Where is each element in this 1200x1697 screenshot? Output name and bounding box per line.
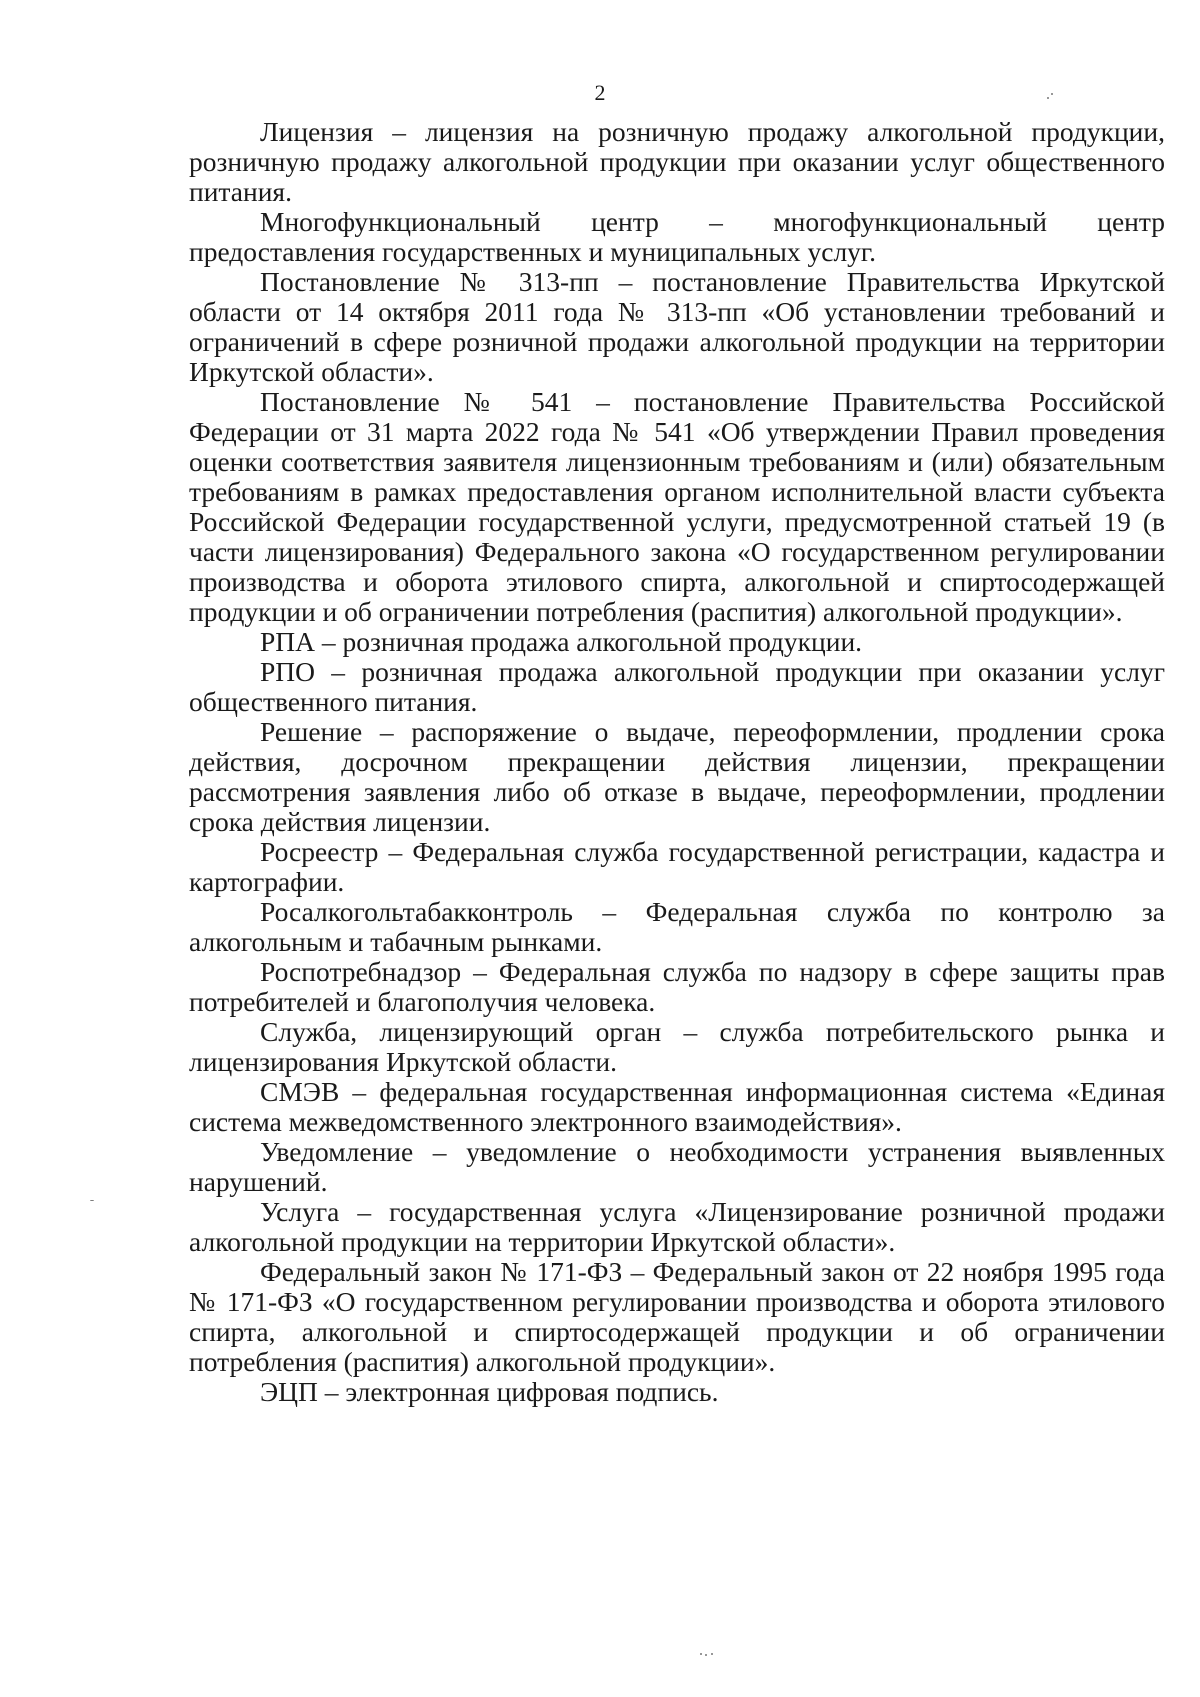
definitions-list: [189, 117, 1165, 1407]
definition-paragraph: Услуга – государственная услуга «Лицензирование розничной продажи алкогольной продукции на территории Иркутской области».: [189, 1196, 1165, 1257]
definition-paragraph: Лицензия – лицензия на розничную продажу алкогольной продукции, розничную продажу алкогольной продукции при оказании услуг общественного питания.: [189, 116, 1165, 207]
definition-paragraph: Решение – распоряжение о выдаче, переоформлении, продлении срока действия, досрочном прекращении действия лицензии, прекращении рассмотрения заявления либо об отказе в выдаче, переоформлении, продлении срока действия лицензии.: [189, 716, 1165, 837]
definition-paragraph: РПА – розничная продажа алкогольной продукции.: [260, 626, 863, 657]
page-number: 2: [594, 80, 606, 105]
definition-paragraph: Уведомление – уведомление о необходимости устранения выявленных нарушений.: [189, 1136, 1165, 1197]
definition-paragraph: Постановление № 313-пп – постановление Правительства Иркутской области от 14 октября 2011 года № 313-пп «Об установлении требований и ограничений в сфере розничной продажи алкогольной продукции на территории Иркутской области».: [189, 266, 1165, 387]
definition-paragraph: РПО – розничная продажа алкогольной продукции при оказании услуг общественного питания.: [189, 656, 1165, 717]
definition-paragraph: Служба, лицензирующий орган – служба потребительского рынка и лицензирования Иркутской области.: [189, 1016, 1165, 1077]
definition-paragraph: СМЭВ – федеральная государственная информационная система «Единая система межведомственного электронного взаимодействия».: [189, 1076, 1165, 1137]
definition-paragraph: Постановление № 541 – постановление Правительства Российской Федерации от 31 марта 2022 года № 541 «Об утверждении Правил проведения оценки соответствия заявителя лицензионным требованиям и (или) обязательным требованиям в рамках предоставления органом исполнительной власти субъекта Российской Федерации государственной услуги, предусмотренной статьей 19 (в части лицензирования) Федерального закона «О государственном регулировании производства и оборота этилового спирта, алкогольной и спиртосодержащей продукции и об ограничении потребления (распития) алкогольной продукции».: [189, 386, 1165, 627]
definition-paragraph: Роспотребнадзор – Федеральная служба по надзору в сфере защиты прав потребителей и благополучия человека.: [189, 956, 1165, 1017]
definition-paragraph: Росалкогольтабакконтроль – Федеральная служба по контролю за алкогольным и табачным рынками.: [189, 896, 1165, 957]
definition-paragraph: Многофункциональный центр – многофункциональный центр предоставления государственных и муниципальных услуг.: [189, 206, 1165, 267]
definition-paragraph: Росреестр – Федеральная служба государственной регистрации, кадастра и картографии.: [189, 836, 1165, 897]
definition-paragraph: ЭЦП – электронная цифровая подпись.: [260, 1376, 719, 1407]
definition-paragraph: Федеральный закон № 171-ФЗ – Федеральный закон от 22 ноября 1995 года № 171-ФЗ «О государственном регулировании производства и оборота этилового спирта, алкогольной и спиртосодержащей продукции и об ограничении потребления (распития) алкогольной продукции».: [189, 1256, 1165, 1377]
